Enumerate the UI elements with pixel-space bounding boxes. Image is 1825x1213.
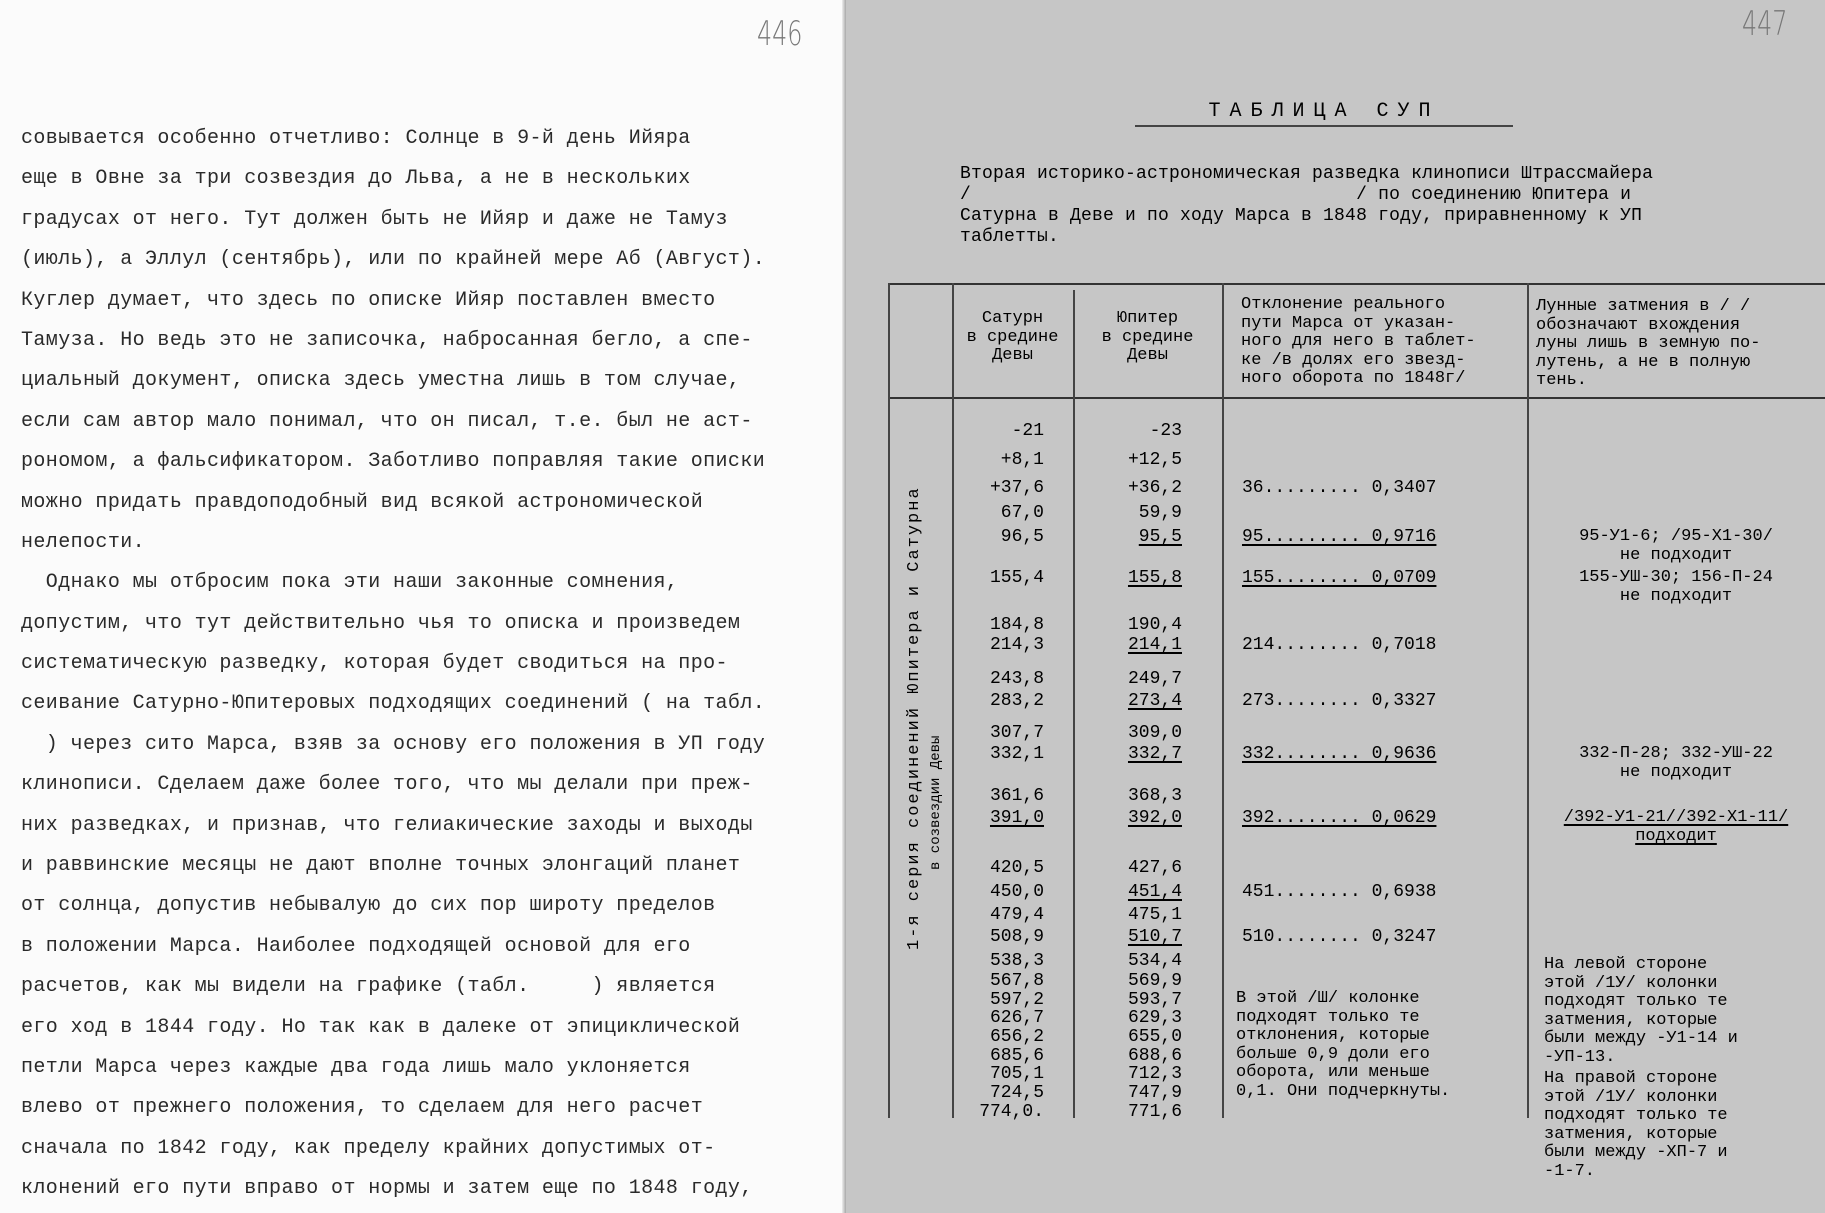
saturn-value: 774,0.	[979, 1102, 1044, 1122]
mars-deviation: 451........ 0,6938	[1242, 882, 1437, 902]
saturn-value: 479,4	[989, 905, 1044, 925]
saturn-value: 361,6	[989, 786, 1044, 806]
eclipse-entry: 332-П-28; 332-УШ-22 не подходит	[1579, 744, 1773, 782]
jupiter-value: 332,7	[1127, 744, 1182, 764]
mars-deviation: 332........ 0,9636	[1242, 744, 1437, 764]
jupiter-value: 569,9	[1127, 971, 1182, 991]
text-line: них разведках, и признав, что гелиакические заходы и выходы	[21, 813, 753, 837]
jupiter-value: 655,0	[1127, 1027, 1182, 1047]
saturn-value: 243,8	[989, 669, 1044, 689]
mars-deviation: 392........ 0,0629	[1242, 808, 1437, 828]
jupiter-value: 475,1	[1127, 905, 1182, 925]
saturn-value: 96,5	[1000, 527, 1044, 547]
header-jupiter: Юпитер в средине Девы	[1101, 309, 1194, 365]
column-divider	[1073, 290, 1075, 1118]
text-line: Куглер думает, что здесь по описке Ийяр поставлен вместо	[21, 288, 716, 312]
text-line: (июль), а Эллул (сентябрь), или по крайней мере Аб (Август).	[21, 248, 766, 272]
jupiter-value: 392,0	[1127, 808, 1182, 828]
text-line: совывается особенно отчетливо: Солнце в 9-й день Ийяра	[21, 127, 691, 150]
text-line: его ход в 1844 году. Но так как в далеке от эпициклической	[21, 1015, 741, 1039]
jupiter-value: 510,7	[1127, 927, 1182, 947]
mars-deviation: 155........ 0,0709	[1242, 568, 1437, 588]
saturn-value: 685,6	[989, 1046, 1044, 1066]
jupiter-value: 249,7	[1127, 669, 1182, 689]
saturn-value: 538,3	[989, 951, 1044, 971]
text-line: систематическую разведку, которая будет сводиться на про-	[21, 652, 728, 676]
text-line: нелепости.	[21, 530, 146, 554]
saturn-value: +8,1	[1000, 450, 1044, 470]
mars-deviation: 95......... 0,9716	[1242, 527, 1437, 547]
saturn-value: 214,3	[989, 635, 1044, 655]
table-top-rule	[888, 283, 1825, 285]
jupiter-value: 747,9	[1127, 1083, 1182, 1103]
saturn-value: 184,8	[989, 615, 1044, 635]
caption-line: / / по соединению Юпитера и	[960, 185, 1632, 205]
jupiter-value: 427,6	[1127, 858, 1182, 878]
mars-deviation: 214........ 0,7018	[1242, 635, 1437, 655]
text-line: циальный документ, описка здесь уместна лишь в том случае,	[21, 369, 741, 393]
saturn-value: 420,5	[989, 858, 1044, 878]
jupiter-value: 59,9	[1138, 503, 1182, 523]
text-line: сначала по 1842 году, как пределу крайних допустимых от-	[21, 1136, 716, 1160]
text-line: рономом, а фальсификатором. Заботливо поправляя такие описки	[21, 450, 766, 474]
saturn-value: 67,0	[1000, 503, 1044, 523]
text-line: клинописи. Сделаем даже более того, что мы делали при преж-	[21, 773, 753, 797]
jupiter-value: 771,6	[1127, 1102, 1182, 1122]
table-title: ТАБЛИЦА СУП	[1135, 100, 1513, 127]
jupiter-value: +36,2	[1127, 478, 1182, 498]
saturn-value: 307,7	[989, 723, 1044, 743]
eclipse-entry: 95-У1-6; /95-Х1-30/ не подходит	[1579, 527, 1773, 565]
left-page	[0, 0, 846, 1213]
text-line: от солнца, допустив небывалую до сих пор широту пределов	[21, 894, 716, 918]
column-divider	[888, 283, 890, 1118]
jupiter-value: 534,4	[1127, 951, 1182, 971]
saturn-value: 508,9	[989, 927, 1044, 947]
table-header-rule	[888, 397, 1825, 399]
page-number: 447	[1742, 4, 1788, 44]
saturn-value: 626,7	[989, 1008, 1044, 1028]
mars-deviation: 273........ 0,3327	[1242, 691, 1437, 711]
series-label-insert: в созвездии Девы	[928, 735, 944, 870]
jupiter-value: +12,5	[1127, 450, 1182, 470]
text-line: еще в Овне за три созвездия до Льва, а не в нескольких	[21, 167, 691, 191]
saturn-value: 567,8	[989, 971, 1044, 991]
jupiter-value: 593,7	[1127, 990, 1182, 1010]
jupiter-value: 629,3	[1127, 1008, 1182, 1028]
text-line: ) через сито Марса, взяв за основу его положения в УП году	[21, 732, 766, 756]
eclipse-note-right: На правой стороне этой /1У/ колонки подходят только те затмения, которые были между -ХП-7 и -1-7.	[1544, 1069, 1728, 1181]
saturn-value: 283,2	[989, 691, 1044, 711]
caption-line: Вторая историко-астрономическая разведка клинописи Штрассмайера	[960, 164, 1654, 184]
text-line: если сам автор мало понимал, что он писал, т.е. был не аст-	[21, 409, 753, 433]
text-line: градусах от него. Тут должен быть не Ийяр и даже не Тамуз	[21, 207, 728, 231]
header-mars-deviation: Отклонение реального пути Марса от указан- ного для него в таблет- ке /в долях его звезд- ного оборота по 1848г/	[1241, 295, 1476, 388]
caption-line: Сатурна в Деве и по ходу Марса в 1848 году, приравненному к УП	[960, 206, 1643, 226]
eclipse-note-left: На левой стороне этой /1У/ колонки подходят только те затмения, которые были между -У1-14 и -УП-13.	[1544, 955, 1738, 1067]
column-divider	[1222, 283, 1224, 1118]
text-line: сеивание Сатурно-Юпитеровых подходящих соединений ( на табл.	[21, 692, 766, 716]
series-label: 1-я серия соединений Юпитера и Сатурна	[905, 486, 924, 950]
text-line: Однако мы отбросим пока эти наши законные сомнения,	[21, 571, 679, 595]
jupiter-value: 309,0	[1127, 723, 1182, 743]
text-line: петли Марса через каждые два года лишь мало уклоняется	[21, 1055, 691, 1079]
saturn-value: 155,4	[989, 568, 1044, 588]
mars-deviation: 510........ 0,3247	[1242, 927, 1437, 947]
text-line: клонений его пути вправо от нормы и затем еще по 1848 году,	[21, 1177, 753, 1201]
jupiter-value: 712,3	[1127, 1064, 1182, 1084]
text-line: можно придать правдоподобный вид всякой астрономической	[21, 490, 704, 514]
page-number: 446	[757, 14, 803, 54]
saturn-value: 724,5	[989, 1083, 1044, 1103]
text-line: и раввинские месяцы не дают вполне точных элонгаций планет	[21, 854, 741, 878]
jupiter-value: 214,1	[1127, 635, 1182, 655]
text-line: в положении Марса. Наиболее подходящей основой для его	[21, 934, 691, 958]
eclipse-entry: 155-УШ-30; 156-П-24 не подходит	[1579, 568, 1773, 606]
saturn-value: -21	[1011, 421, 1044, 441]
header-saturn: Сатурн в средине Девы	[966, 309, 1059, 365]
jupiter-value: 95,5	[1138, 527, 1182, 547]
jupiter-value: 190,4	[1127, 615, 1182, 635]
eclipse-entry: /392-У1-21//392-Х1-11/ подходит	[1563, 808, 1789, 846]
mars-column-note: В этой /Ш/ колонке подходят только те отклонения, которые больше 0,9 доли его оборота, или меньше 0,1. Они подчеркнуты.	[1236, 989, 1451, 1101]
jupiter-value: 368,3	[1127, 786, 1182, 806]
text-line: расчетов, как мы видели на графике (табл. ) является	[21, 975, 716, 999]
header-lunar-eclipses: Лунные затмения в / / обозначают вхождения луны лишь в земную по- лутень, а не в полную тень.	[1536, 297, 1761, 390]
table-caption	[960, 164, 1653, 248]
text-line: влево от прежнего положения, то сделаем для него расчет	[21, 1096, 704, 1120]
jupiter-value: 155,8	[1127, 568, 1182, 588]
body-text	[21, 119, 831, 1210]
jupiter-value: -23	[1149, 421, 1182, 441]
jupiter-value: 451,4	[1127, 882, 1182, 902]
saturn-value: 705,1	[989, 1064, 1044, 1084]
jupiter-value: 688,6	[1127, 1046, 1182, 1066]
column-divider	[1527, 283, 1529, 1118]
caption-line: таблетты.	[960, 227, 1060, 247]
saturn-value: 332,1	[989, 744, 1044, 764]
saturn-value: +37,6	[989, 478, 1044, 498]
text-line: допустим, что тут действительно чья то описка и произведем	[21, 611, 741, 635]
saturn-value: 656,2	[989, 1027, 1044, 1047]
saturn-value: 450,0	[989, 882, 1044, 902]
saturn-value: 597,2	[989, 990, 1044, 1010]
jupiter-value: 273,4	[1127, 691, 1182, 711]
saturn-value: 391,0	[989, 808, 1044, 828]
mars-deviation: 36......... 0,3407	[1242, 478, 1437, 498]
text-line: Тамуза. Но ведь это не записочка, набросанная бегло, а спе-	[21, 328, 753, 352]
